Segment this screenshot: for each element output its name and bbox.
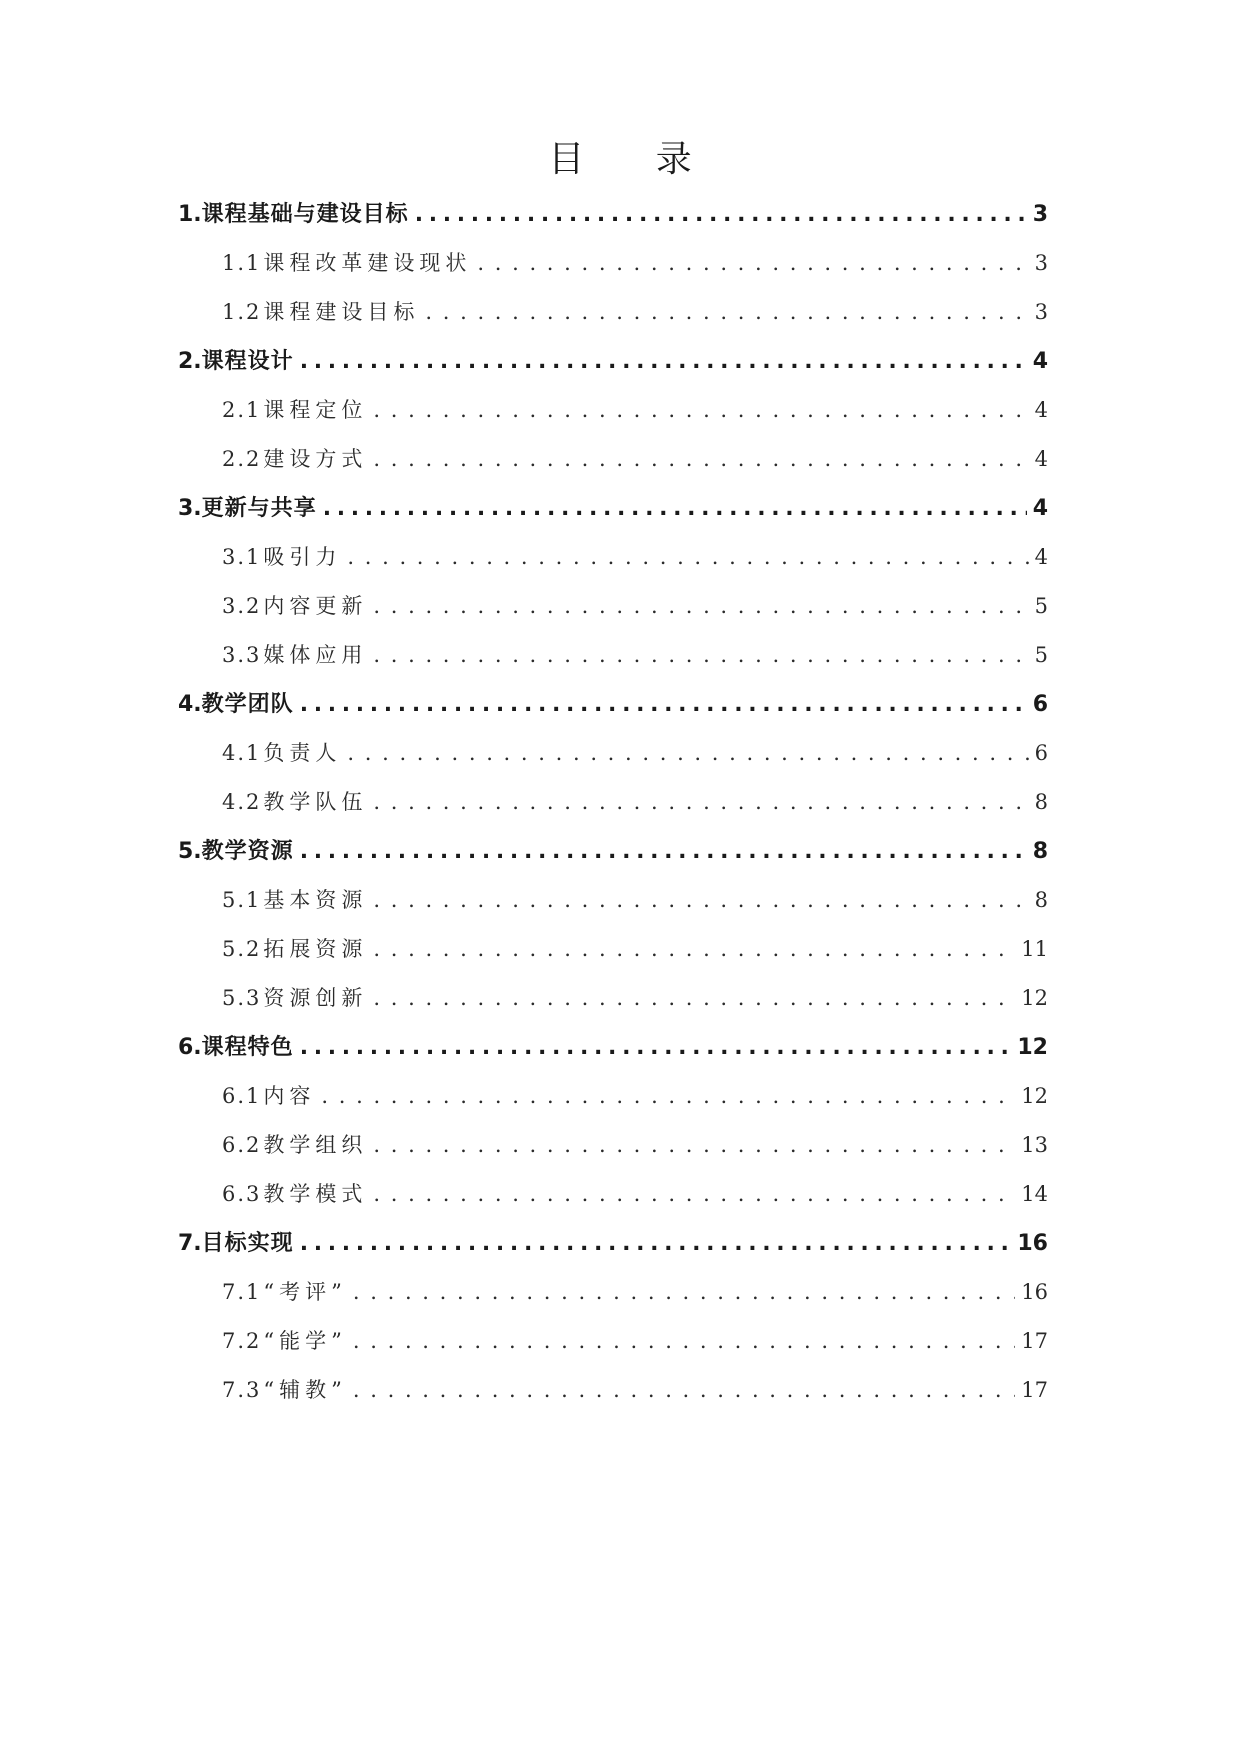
- toc-entry-page: 13: [1021, 1133, 1048, 1157]
- toc-entry-level-2[interactable]: [178, 778, 1048, 827]
- dot-leader: [353, 1268, 1015, 1317]
- toc-entry-number: 5.: [178, 839, 202, 864]
- toc-entry-number: 3.1: [222, 545, 262, 569]
- dot-leader: [353, 1317, 1015, 1366]
- toc-entry-page: 12: [1017, 1035, 1048, 1060]
- toc-entry-title: 课程改革建设现状: [263, 251, 472, 275]
- dot-leader: [373, 974, 1015, 1023]
- toc-entry-number: 7.3: [222, 1378, 262, 1402]
- toc-entry-number: 6.1: [222, 1084, 262, 1108]
- toc-entry-level-1[interactable]: [178, 337, 1048, 386]
- toc-entry-title: 目标实现: [201, 1231, 294, 1256]
- dot-leader: [300, 827, 1027, 876]
- toc-entry-title: 内容: [263, 1084, 316, 1108]
- toc-entry-number: 7.1: [222, 1280, 262, 1304]
- toc-entry-number: 1.2: [222, 300, 262, 324]
- toc-entry-title: 内容更新: [263, 594, 368, 618]
- toc-entry-title: 建设方式: [263, 447, 368, 471]
- dot-leader: [347, 729, 1028, 778]
- toc-entry-page: 12: [1021, 1084, 1048, 1108]
- toc-entry-level-1[interactable]: [178, 680, 1048, 729]
- toc-entry-number: 6.: [178, 1035, 202, 1060]
- toc-entry-title: 教学组织: [263, 1133, 368, 1157]
- toc-entry-title: 课程建设目标: [263, 300, 420, 324]
- toc-entry-title: “能学”: [263, 1329, 347, 1353]
- dot-leader: [373, 925, 1015, 974]
- toc-entry-level-2[interactable]: [178, 1268, 1048, 1317]
- toc-entry-level-2[interactable]: [178, 288, 1048, 337]
- toc-entry-title: “考评”: [263, 1280, 347, 1304]
- dot-leader: [477, 239, 1028, 288]
- toc-entry-title: 课程定位: [263, 398, 368, 422]
- dot-leader: [425, 288, 1028, 337]
- dot-leader: [373, 435, 1028, 484]
- toc-entry-number: 4.: [178, 692, 202, 717]
- dot-leader: [415, 190, 1027, 239]
- toc-entry-page: 5: [1034, 643, 1048, 667]
- toc-entry-page: 14: [1021, 1182, 1048, 1206]
- dot-leader: [373, 631, 1028, 680]
- toc-entry-number: 7.: [178, 1231, 202, 1256]
- toc-entry-number: 4.1: [222, 741, 262, 765]
- table-of-contents: [178, 190, 1048, 1415]
- dot-leader: [300, 680, 1027, 729]
- toc-entry-page: 8: [1034, 888, 1048, 912]
- toc-entry-level-2[interactable]: [178, 1072, 1048, 1121]
- toc-entry-number: 3.: [178, 496, 202, 521]
- toc-entry-title: 教学资源: [201, 839, 294, 864]
- dot-leader: [373, 1170, 1015, 1219]
- toc-entry-page: 8: [1032, 839, 1048, 864]
- toc-entry-number: 3.3: [222, 643, 262, 667]
- toc-entry-title: 课程设计: [201, 349, 294, 374]
- toc-entry-number: 2.: [178, 349, 202, 374]
- toc-entry-page: 6: [1032, 692, 1048, 717]
- toc-entry-number: 4.2: [222, 790, 262, 814]
- toc-entry-title: 教学团队: [201, 692, 294, 717]
- toc-entry-level-2[interactable]: [178, 1366, 1048, 1415]
- toc-entry-page: 17: [1021, 1378, 1048, 1402]
- toc-entry-page: 16: [1017, 1231, 1048, 1256]
- toc-entry-level-2[interactable]: [178, 435, 1048, 484]
- toc-entry-number: 2.2: [222, 447, 262, 471]
- toc-entry-page: 17: [1021, 1329, 1048, 1353]
- toc-entry-page: 3: [1034, 300, 1048, 324]
- toc-entry-title: 教学模式: [263, 1182, 368, 1206]
- dot-leader: [373, 778, 1028, 827]
- toc-entry-level-2[interactable]: [178, 239, 1048, 288]
- dot-leader: [300, 1023, 1012, 1072]
- toc-entry-level-2[interactable]: [178, 876, 1048, 925]
- toc-entry-title: 负责人: [263, 741, 342, 765]
- toc-entry-level-1[interactable]: [178, 1219, 1048, 1268]
- toc-entry-page: 5: [1034, 594, 1048, 618]
- toc-entry-page: 12: [1021, 986, 1048, 1010]
- toc-entry-level-1[interactable]: [178, 827, 1048, 876]
- toc-entry-level-2[interactable]: [178, 974, 1048, 1023]
- toc-entry-number: 1.1: [222, 251, 262, 275]
- dot-leader: [373, 386, 1028, 435]
- toc-entry-level-2[interactable]: [178, 1170, 1048, 1219]
- toc-entry-page: 4: [1034, 398, 1048, 422]
- toc-entry-number: 1.: [178, 202, 202, 227]
- toc-entry-page: 8: [1034, 790, 1048, 814]
- dot-leader: [300, 1219, 1012, 1268]
- dot-leader: [300, 337, 1027, 386]
- toc-entry-title: “辅教”: [263, 1378, 347, 1402]
- toc-entry-title: 媒体应用: [263, 643, 368, 667]
- toc-entry-title: 吸引力: [263, 545, 342, 569]
- dot-leader: [321, 1072, 1015, 1121]
- toc-entry-number: 5.2: [222, 937, 262, 961]
- dot-leader: [323, 484, 1027, 533]
- toc-entry-level-1[interactable]: [178, 1023, 1048, 1072]
- toc-entry-number: 5.1: [222, 888, 262, 912]
- toc-entry-level-2[interactable]: [178, 925, 1048, 974]
- toc-entry-number: 3.2: [222, 594, 262, 618]
- toc-entry-page: 4: [1032, 349, 1048, 374]
- toc-entry-number: 2.1: [222, 398, 262, 422]
- toc-entry-page: 4: [1032, 496, 1048, 521]
- toc-entry-page: 6: [1034, 741, 1048, 765]
- dot-leader: [347, 533, 1028, 582]
- toc-entry-page: 4: [1034, 545, 1048, 569]
- toc-entry-level-2[interactable]: [178, 1317, 1048, 1366]
- toc-entry-page: 11: [1021, 937, 1048, 961]
- toc-entry-level-2[interactable]: [178, 631, 1048, 680]
- dot-leader: [353, 1366, 1015, 1415]
- toc-entry-level-1[interactable]: [178, 190, 1048, 239]
- toc-entry-number: 7.2: [222, 1329, 262, 1353]
- toc-entry-page: 16: [1021, 1280, 1048, 1304]
- dot-leader: [373, 582, 1028, 631]
- toc-entry-level-2[interactable]: [178, 582, 1048, 631]
- dot-leader: [373, 876, 1028, 925]
- toc-entry-title: 课程基础与建设目标: [201, 202, 409, 227]
- toc-entry-title: 基本资源: [263, 888, 368, 912]
- dot-leader: [373, 1121, 1015, 1170]
- toc-entry-level-1[interactable]: [178, 484, 1048, 533]
- toc-entry-number: 6.2: [222, 1133, 262, 1157]
- toc-entry-level-2[interactable]: [178, 386, 1048, 435]
- toc-entry-page: 3: [1032, 202, 1048, 227]
- toc-entry-page: 3: [1034, 251, 1048, 275]
- toc-entry-level-2[interactable]: [178, 533, 1048, 582]
- toc-entry-title: 拓展资源: [263, 937, 368, 961]
- toc-entry-number: 6.3: [222, 1182, 262, 1206]
- toc-entry-page: 4: [1034, 447, 1048, 471]
- toc-entry-title: 更新与共享: [201, 496, 317, 521]
- toc-entry-number: 5.3: [222, 986, 262, 1010]
- toc-entry-level-2[interactable]: [178, 1121, 1048, 1170]
- toc-entry-level-2[interactable]: [178, 729, 1048, 778]
- page-title: 目 录: [548, 139, 722, 181]
- toc-entry-title: 资源创新: [263, 986, 368, 1010]
- toc-entry-title: 课程特色: [201, 1035, 294, 1060]
- toc-entry-title: 教学队伍: [263, 790, 368, 814]
